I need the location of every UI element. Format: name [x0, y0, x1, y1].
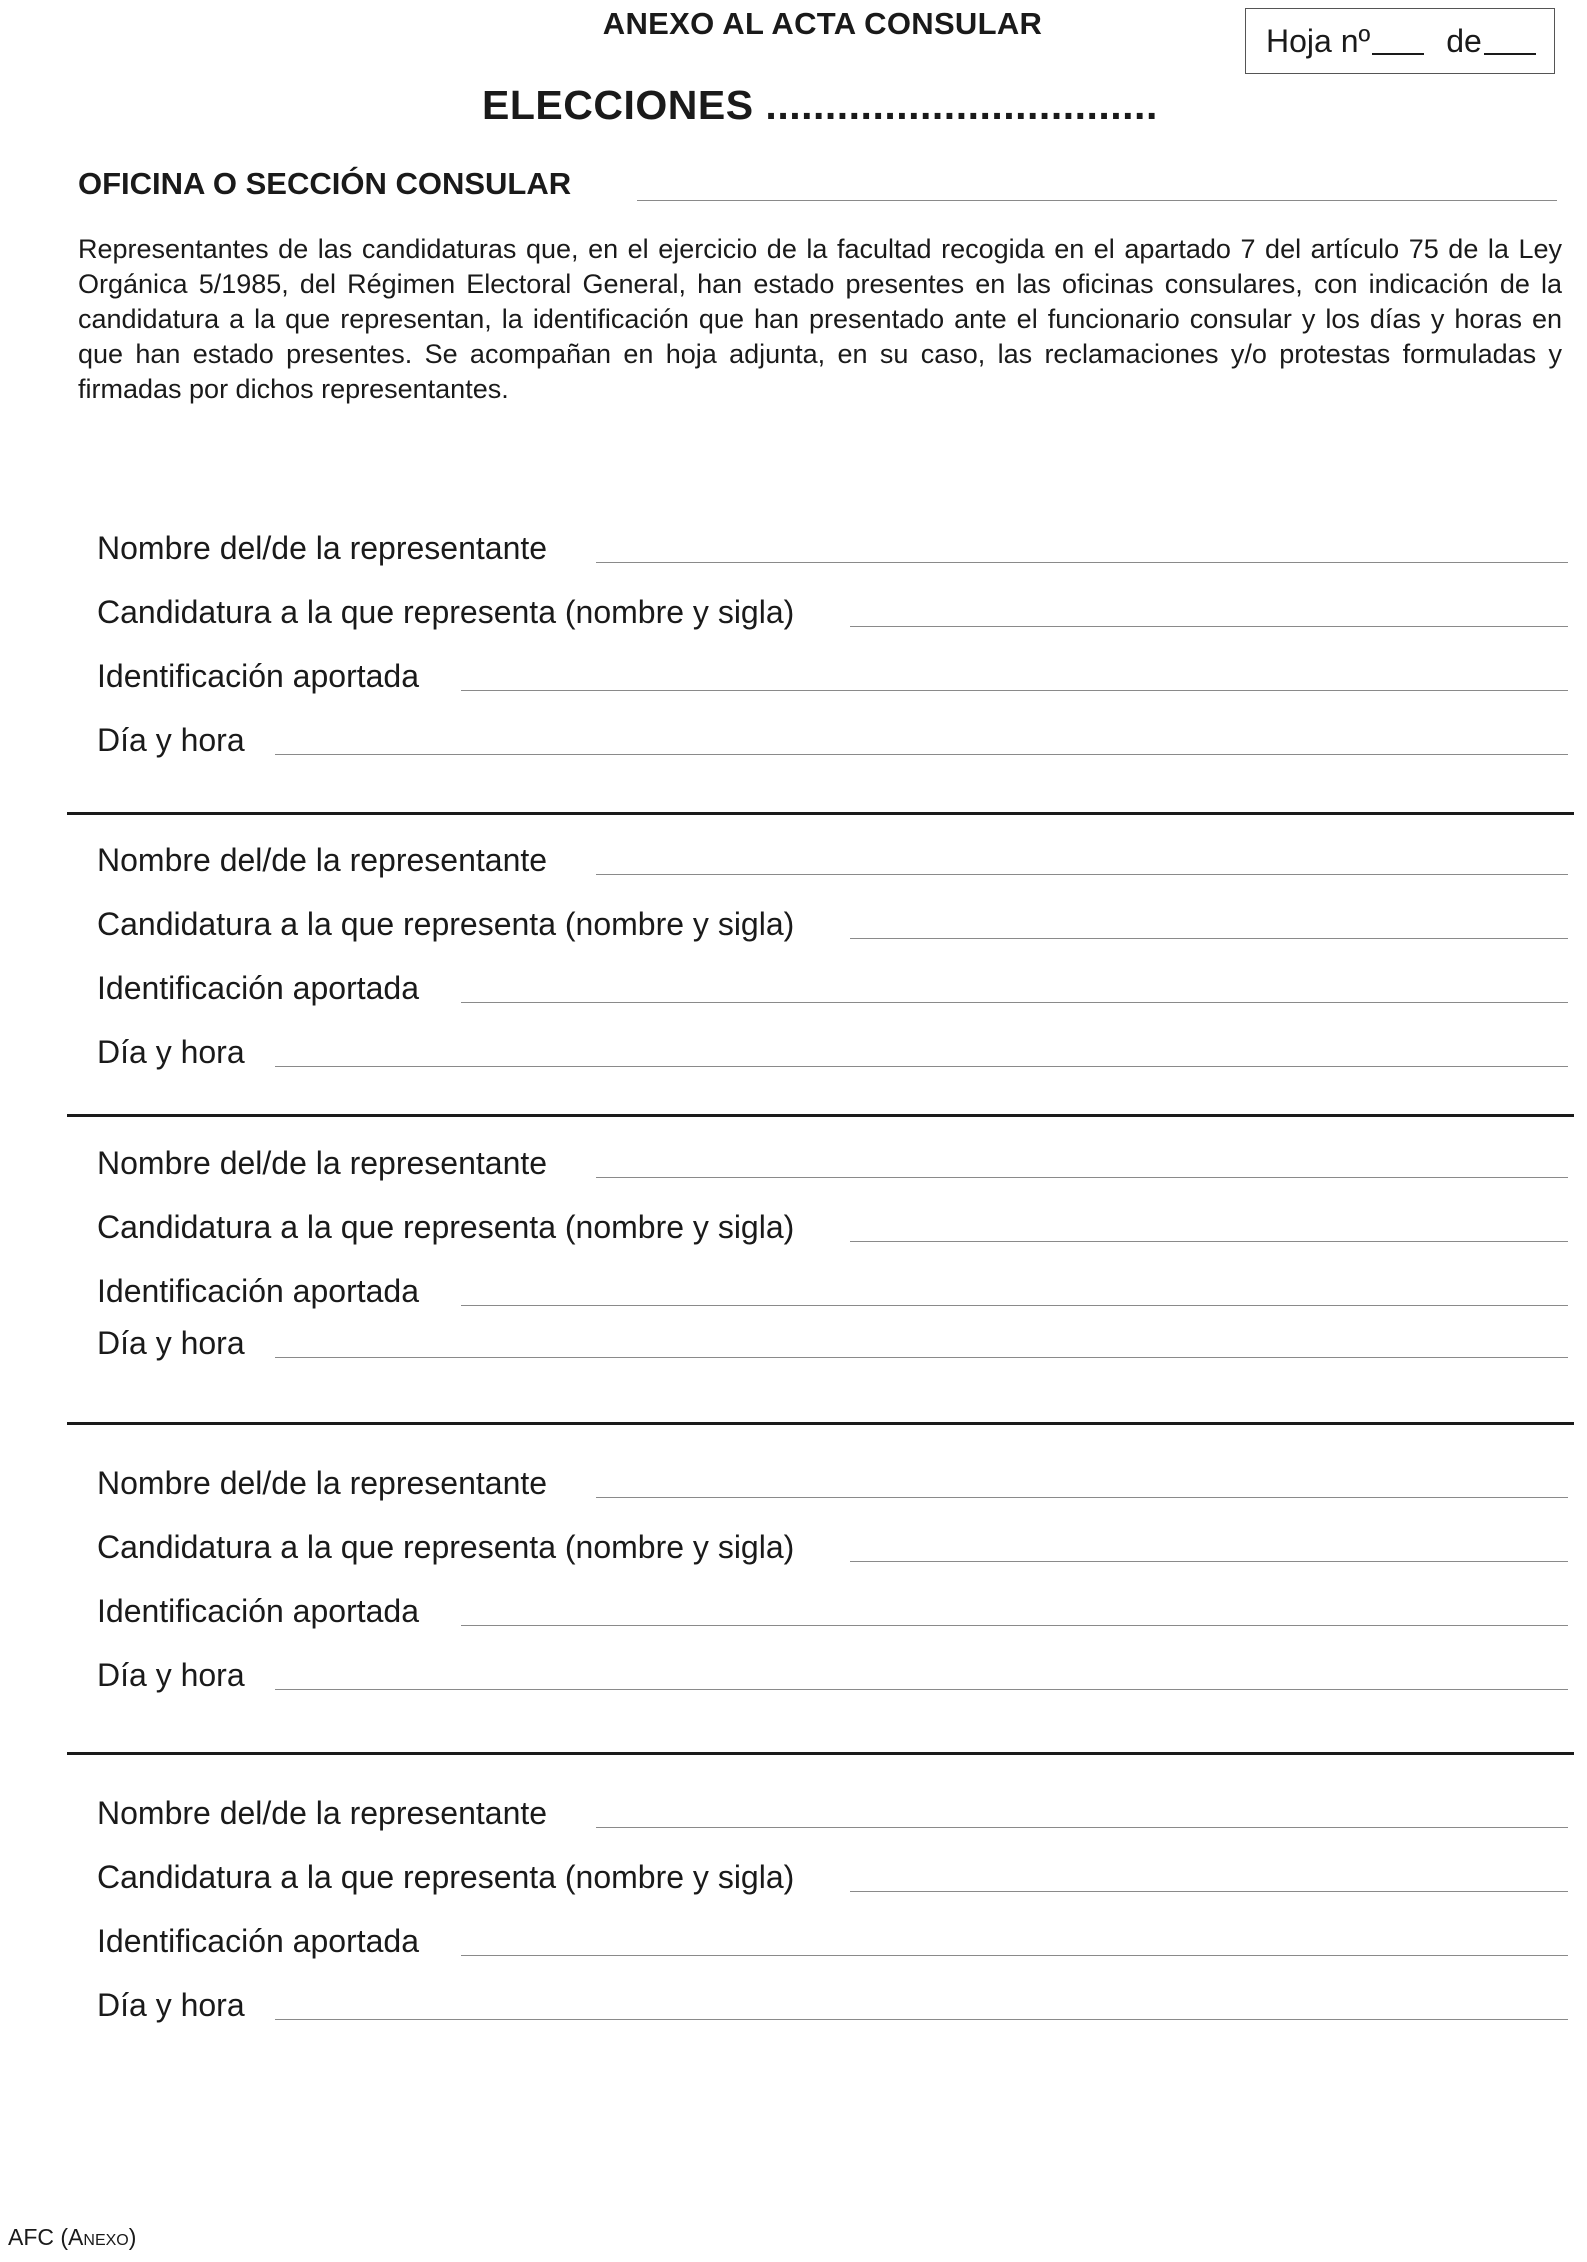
- candidacy-label: Candidatura a la que representa (nombre y sigla): [97, 1859, 795, 1895]
- annex-title: ANEXO AL ACTA CONSULAR: [602, 6, 1043, 41]
- form-code-text: AFC: [8, 2224, 54, 2250]
- datetime-field[interactable]: [275, 1689, 1568, 1690]
- datetime-label: Día y hora: [97, 1034, 245, 1070]
- name-field[interactable]: [596, 562, 1568, 563]
- datetime-field[interactable]: [275, 1066, 1568, 1067]
- intro-paragraph: Representantes de las candidaturas que, en el ejercicio de la facultad recogida en el apartado 7 del artículo 75 de la Ley Orgánica 5/1985, del Régimen Electoral General, han estado presentes en las oficinas consulares, con indicación de la candidatura a la que representan, la identificación que han presentado ante el funcionario consular y los días y horas en que han estado presentes. Se acompañan en hoja adjunta, en su caso, las reclamaciones y/o protestas formuladas y firmadas por dichos representantes.: [78, 234, 1562, 404]
- entry-separator: [67, 812, 1574, 815]
- name-field[interactable]: [596, 874, 1568, 875]
- datetime-label: Día y hora: [97, 1987, 245, 2023]
- datetime-field[interactable]: [275, 754, 1568, 755]
- candidacy-label: Candidatura a la que representa (nombre y sigla): [97, 906, 795, 942]
- name-label: Nombre del/de la representante: [97, 842, 548, 878]
- candidacy-field[interactable]: [850, 1241, 1568, 1242]
- identification-label: Identificación aportada: [97, 1923, 419, 1959]
- form-code: [8, 2224, 136, 2251]
- entry-separator: [67, 1422, 1574, 1425]
- candidacy-label: Candidatura a la que representa (nombre y sigla): [97, 594, 795, 630]
- identification-label: Identificación aportada: [97, 1593, 419, 1629]
- name-field[interactable]: [596, 1497, 1568, 1498]
- sheet-number-box: [1245, 8, 1555, 74]
- identification-label: Identificación aportada: [97, 1273, 419, 1309]
- office-label: OFICINA O SECCIÓN CONSULAR: [78, 166, 572, 201]
- sheet-of-label: de: [1446, 22, 1482, 59]
- datetime-field[interactable]: [275, 2019, 1568, 2020]
- name-field[interactable]: [596, 1827, 1568, 1828]
- candidacy-field[interactable]: [850, 938, 1568, 939]
- identification-label: Identificación aportada: [97, 658, 419, 694]
- sheet-total-field[interactable]: [1484, 27, 1536, 55]
- candidacy-field[interactable]: [850, 626, 1568, 627]
- datetime-field[interactable]: [275, 1357, 1568, 1358]
- entry-separator: [67, 1752, 1574, 1755]
- datetime-label: Día y hora: [97, 1657, 245, 1693]
- identification-field[interactable]: [461, 1955, 1568, 1956]
- name-label: Nombre del/de la representante: [97, 530, 548, 566]
- entry-separator: [67, 1114, 1574, 1117]
- elections-title: ELECCIONES .................................: [482, 82, 1158, 128]
- datetime-label: Día y hora: [97, 722, 245, 758]
- datetime-label: Día y hora: [97, 1325, 245, 1361]
- form-annex-text: (Anexo): [60, 2224, 137, 2250]
- candidacy-field[interactable]: [850, 1891, 1568, 1892]
- office-field[interactable]: [637, 200, 1557, 201]
- name-label: Nombre del/de la representante: [97, 1145, 548, 1181]
- name-field[interactable]: [596, 1177, 1568, 1178]
- identification-field[interactable]: [461, 690, 1568, 691]
- identification-field[interactable]: [461, 1625, 1568, 1626]
- candidacy-label: Candidatura a la que representa (nombre y sigla): [97, 1209, 795, 1245]
- candidacy-label: Candidatura a la que representa (nombre y sigla): [97, 1529, 795, 1565]
- name-label: Nombre del/de la representante: [97, 1465, 548, 1501]
- identification-field[interactable]: [461, 1002, 1568, 1003]
- name-label: Nombre del/de la representante: [97, 1795, 548, 1831]
- identification-field[interactable]: [461, 1305, 1568, 1306]
- identification-label: Identificación aportada: [97, 970, 419, 1006]
- sheet-number-field[interactable]: [1372, 27, 1424, 55]
- candidacy-field[interactable]: [850, 1561, 1568, 1562]
- sheet-label: Hoja nº: [1266, 22, 1371, 59]
